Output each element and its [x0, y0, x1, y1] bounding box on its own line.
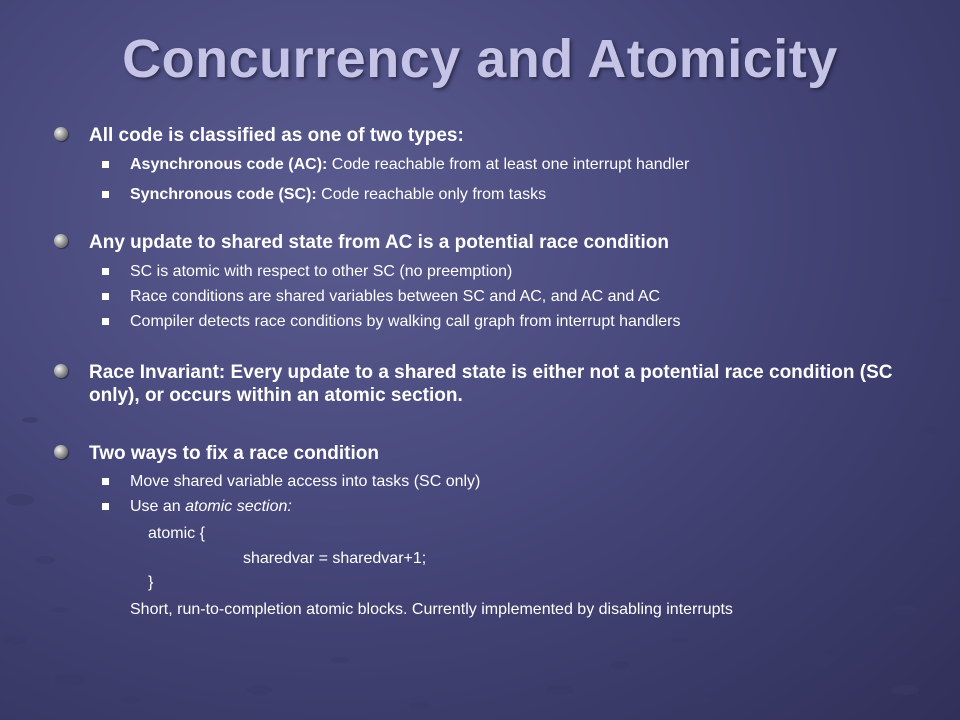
bullet-heading — [89, 442, 909, 465]
sub-bullet-text: Code reachable only from tasks — [316, 186, 547, 203]
bullet-heading — [89, 361, 899, 407]
square-bullet-icon — [102, 191, 109, 198]
square-bullet-icon — [102, 293, 109, 300]
bullet-text: Race Invariant: Every update to a shared state is either not a potential race condition (SC only), or occurs within an atomic section. — [89, 362, 893, 406]
sub-bullet-text: Move shared variable access into tasks (SC only) — [130, 473, 481, 490]
round-bullet-icon — [54, 364, 68, 378]
sub-bullet — [130, 185, 920, 204]
round-bullet-icon — [54, 234, 68, 248]
bullet-heading — [89, 231, 909, 254]
round-bullet-icon — [54, 445, 68, 459]
sub-bullet-text: SC is atomic with respect to other SC (no preemption) — [130, 263, 513, 280]
bullet-text: Two ways to fix a race condition — [89, 443, 379, 464]
sub-bullet-text: Race conditions are shared variables between SC and AC, and AC and AC — [130, 288, 661, 305]
square-bullet-icon — [102, 478, 109, 485]
square-bullet-icon — [102, 161, 109, 168]
square-bullet-icon — [102, 268, 109, 275]
code-line: } — [148, 574, 154, 591]
round-bullet-icon — [54, 127, 68, 141]
note-text: Short, run-to-completion atomic blocks. Currently implemented by disabling interrupts — [130, 601, 733, 618]
code-line: sharedvar = sharedvar+1; — [243, 550, 427, 567]
sub-bullet — [130, 312, 920, 331]
sub-bullet-text: Compiler detects race conditions by walking call graph from interrupt handlers — [130, 313, 681, 330]
sub-bullet — [130, 155, 920, 174]
code-line: atomic { — [148, 525, 205, 542]
square-bullet-icon — [102, 503, 109, 510]
sub-bullet-term: Asynchronous code (AC): — [130, 156, 328, 173]
sub-bullet-italic-text: atomic section: — [185, 498, 292, 515]
bullet-text: Any update to shared state from AC is a potential race condition — [89, 232, 669, 253]
sub-bullet — [130, 287, 920, 306]
slide-title: Concurrency and Atomicity — [122, 29, 838, 89]
sub-bullet-text: Code reachable from at least one interrupt handler — [327, 156, 690, 173]
sub-bullet-term: Synchronous code (SC): — [130, 186, 317, 203]
sub-bullet — [130, 472, 920, 491]
bullet-heading — [89, 124, 909, 147]
sub-bullet-text: Use an — [130, 498, 186, 515]
sub-bullet — [130, 497, 920, 516]
square-bullet-icon — [102, 318, 109, 325]
sub-bullet — [130, 262, 920, 281]
bullet-text: All code is classified as one of two types: — [89, 125, 464, 146]
